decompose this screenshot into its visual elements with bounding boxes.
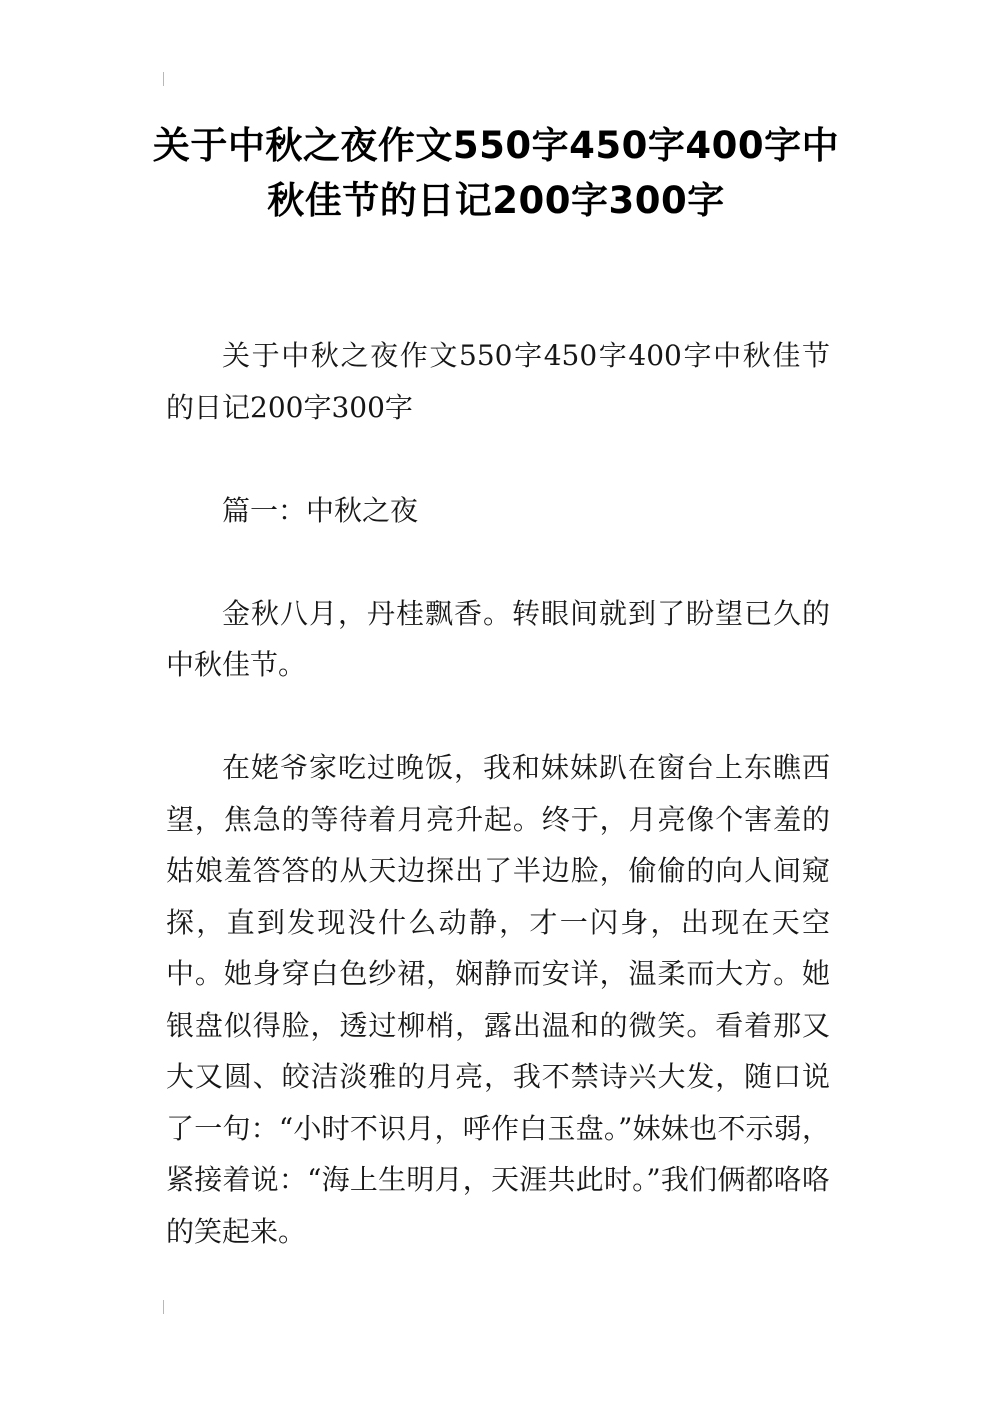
section-heading: 篇一：中秋之夜 — [222, 493, 419, 527]
page-margin-mark-top — [163, 72, 164, 86]
page-margin-mark-bottom — [163, 1300, 164, 1314]
body-paragraph: 在姥爷家吃过晚饭，我和妹妹趴在窗台上东瞧西望，焦急的等待着月亮升起。终于，月亮像个害羞的姑娘羞答答的从天边探出了半边脸，偷偷的向人间窥探，直到发现没什么动静，才一闪身，出现在天空中。她身穿白色纱裙，娴静而安详，温柔而大方。她银盘似得脸，透过柳梢，露出温和的微笑。看着那又大又圆、皎洁淡雅的月亮，我不禁诗兴大发，随口说了一句：“小时不识月，呼作白玉盘。”妹妹也不示弱，紧接着说：“海上生明月，天涯共此时。”我们俩都咯咯的笑起来。 — [166, 751, 830, 1248]
document-body — [166, 330, 830, 1309]
body-paragraph: 金秋八月，丹桂飘香。转眼间就到了盼望已久的中秋佳节。 — [166, 596, 830, 681]
document-title: 关于中秋之夜作文550字450字400字中秋佳节的日记200字300字 — [152, 124, 840, 222]
intro-paragraph: 关于中秋之夜作文550字450字400字中秋佳节的日记200字300字 — [166, 339, 830, 424]
